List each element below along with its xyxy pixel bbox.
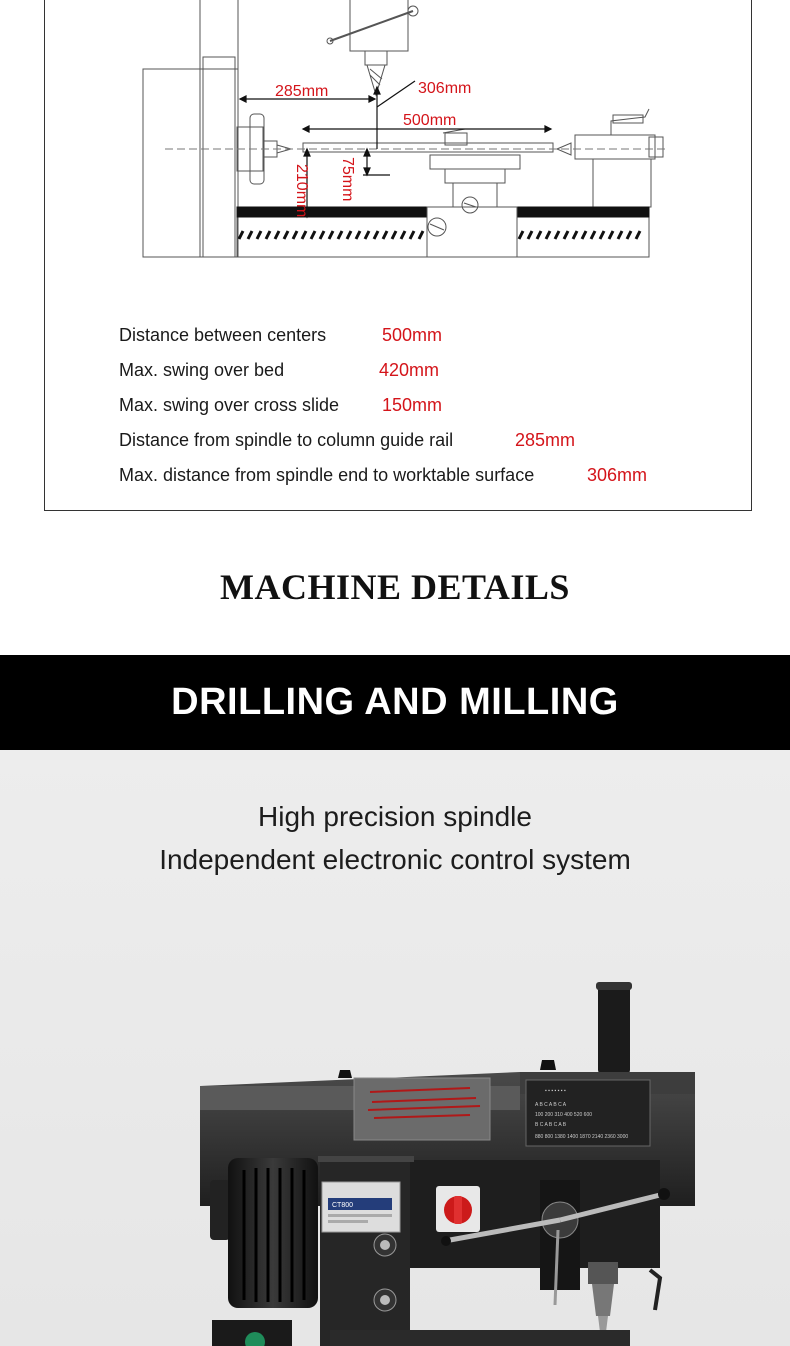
dim-210-label: 210mm (293, 164, 310, 218)
spec-label: Max. swing over cross slide (119, 395, 340, 415)
machine-image (0, 750, 790, 1346)
spec-value: 500mm (382, 325, 443, 345)
spec-row-swing-slide (119, 391, 739, 426)
dimension-diagram (45, 0, 753, 299)
dim-306-label: 306mm (418, 80, 472, 97)
product-showcase (0, 750, 790, 1346)
svg-text:A B C A B C A: A B C A B C A (535, 1102, 567, 1108)
svg-text:880 800 1380 1400 1870 2140 23: 880 800 1380 1400 1870 2140 2360 3000 (535, 1134, 629, 1140)
spec-value: 285mm (515, 430, 576, 450)
spec-value: 306mm (587, 465, 648, 485)
spec-label: Distance between centers (119, 325, 327, 345)
spec-list (119, 321, 739, 496)
feature-line: Independent electronic control system (159, 844, 631, 875)
spec-value: 420mm (379, 360, 440, 380)
svg-text:CT800: CT800 (332, 1202, 354, 1209)
spec-row-spindle-table (119, 461, 739, 496)
banner-title: DRILLING AND MILLING (171, 681, 619, 723)
spec-row-spindle-rail (119, 426, 739, 461)
spec-row-centers (119, 321, 739, 356)
section-banner (0, 655, 790, 750)
svg-text:▪ ▪ ▪ ▪ ▪ ▪ ▪: ▪ ▪ ▪ ▪ ▪ ▪ ▪ (545, 1088, 566, 1094)
dim-500-label: 500mm (403, 112, 457, 129)
spec-panel (44, 0, 752, 511)
svg-text:100 200 310 400 520 600: 100 200 310 400 520 600 (535, 1112, 592, 1118)
spec-row-swing-bed (119, 356, 739, 391)
spec-value: 150mm (382, 395, 443, 415)
spec-label: Max. swing over bed (119, 360, 285, 380)
svg-text:B C A B C A B: B C A B C A B (535, 1122, 567, 1128)
spec-label: Max. distance from spindle end to worktable surface (119, 465, 535, 485)
dim-285-label: 285mm (275, 83, 329, 100)
section-title: MACHINE DETAILS (220, 567, 570, 607)
spec-label: Distance from spindle to column guide rail (119, 430, 454, 450)
feature-line: High precision spindle (258, 801, 532, 832)
dim-75-label: 75mm (339, 157, 356, 202)
